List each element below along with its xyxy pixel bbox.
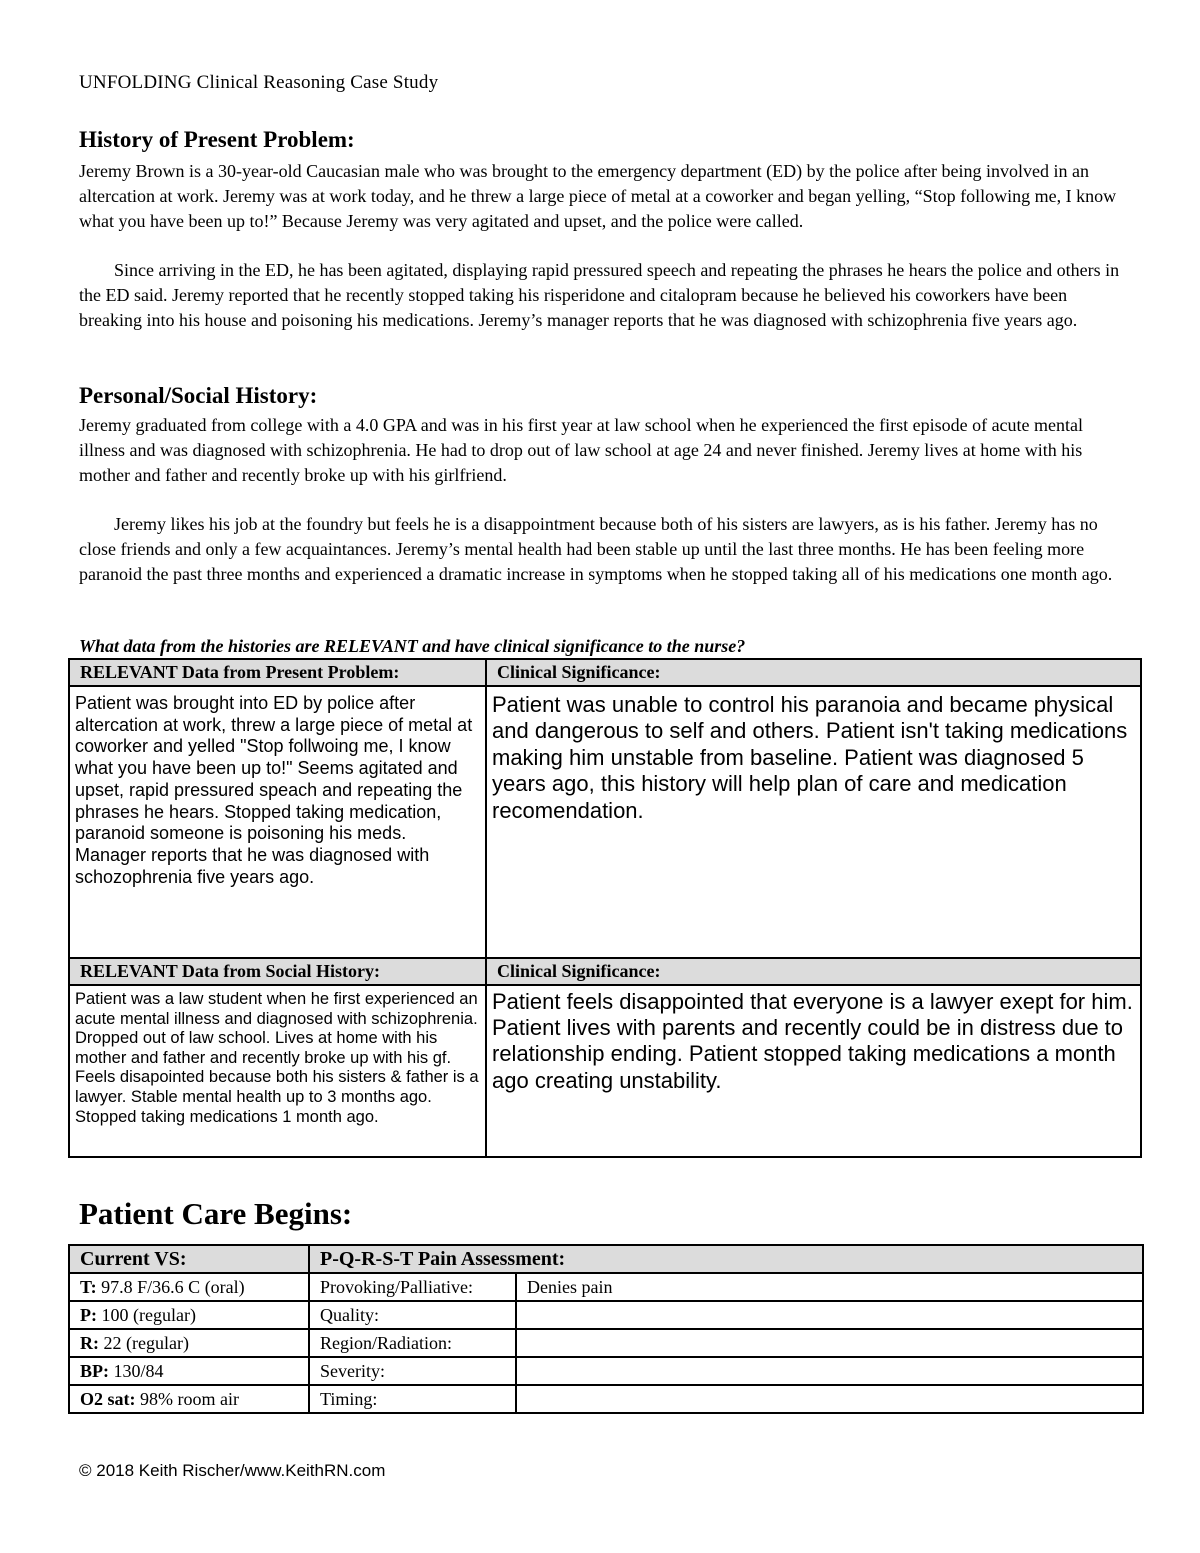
clinical-significance-column-header: Clinical Significance:	[486, 958, 1141, 985]
history-present-problem-heading: History of Present Problem:	[79, 127, 355, 152]
vs-label: BP:	[80, 1360, 109, 1381]
pain-label: Region/Radiation:	[309, 1329, 516, 1357]
vs-cell-respirations[interactable]	[69, 1329, 309, 1357]
present-problem-column-header: RELEVANT Data from Present Problem:	[69, 659, 486, 686]
vs-value: 100 (regular)	[97, 1304, 196, 1325]
pain-value-field[interactable]	[516, 1357, 1143, 1385]
vs-value: 98% room air	[135, 1388, 239, 1409]
vs-cell-pulse[interactable]	[69, 1301, 309, 1329]
pain-value-field[interactable]	[516, 1301, 1143, 1329]
vs-value: 130/84	[109, 1360, 164, 1381]
present-problem-answer-field[interactable]: Patient was brought into ED by police after altercation at work, threw a large piece of metal at coworker and yelled "Stop follwoing me, I know what you have been up to!" Seems agitated and upset, rapid pressured speach and repeating the phrases he hears. Stopped taking medication, paranoid someone is poisoning his meds. Manager reports that he was diagnosed with schozophrenia five years ago.	[69, 686, 486, 958]
vs-label: T:	[80, 1276, 97, 1297]
present-problem-significance-field[interactable]: Patient was unable to control his paranoia and became physical and dangerous to self and others. Patient isn't taking medications making him unstable from baseline. Patient was diagnosed 5 years ago, this history will help plan of care and medication recomendation.	[486, 686, 1141, 958]
vs-row	[69, 1357, 1143, 1385]
pain-label: Severity:	[309, 1357, 516, 1385]
personal-social-history-paragraph: Jeremy graduated from college with a 4.0 GPA and was in his first year at law school when he experienced the first episode of acute mental illness and was diagnosed with schizophrenia. He had to drop out of law school at age 24 and never finished. Jeremy lives at home with his mother and father and recently broke up with his girlfriend.	[79, 415, 1084, 485]
relevant-data-table	[68, 658, 1142, 1158]
pain-label: Timing:	[309, 1385, 516, 1413]
vs-label: O2 sat:	[80, 1388, 136, 1409]
social-history-significance-field[interactable]: Patient feels disappointed that everyone is a lawyer exept for him. Patient lives with parents and recently could be in distress due to relationship ending. Patient stopped taking medications a month ago creating unstability.	[486, 985, 1141, 1157]
vital-signs-pain-table	[68, 1244, 1144, 1414]
vs-label: P:	[80, 1304, 97, 1325]
vs-cell-oxygen-saturation[interactable]	[69, 1385, 309, 1413]
pain-label: Provoking/Palliative:	[309, 1273, 516, 1301]
personal-social-history-heading: Personal/Social History:	[79, 383, 318, 408]
relevant-data-question: What data from the histories are RELEVANT and have clinical significance to the nurse?	[79, 636, 746, 656]
clinical-significance-column-header: Clinical Significance:	[486, 659, 1141, 686]
copyright-footer: © 2018 Keith Rischer/www.KeithRN.com	[79, 1461, 386, 1480]
vs-value: 97.8 F/36.6 C (oral)	[96, 1276, 245, 1297]
vs-row	[69, 1329, 1143, 1357]
vs-cell-blood-pressure[interactable]	[69, 1357, 309, 1385]
vs-value: 22 (regular)	[99, 1332, 189, 1353]
history-present-problem-paragraph: Since arriving in the ED, he has been agitated, displaying rapid pressured speech and repeating the phrases he hears the police and others in the ED said. Jeremy reported that he recently stopped taking his risperidone and citalopram because he believed his coworkers have been breaking into his house and poisoning his medications. Jeremy’s manager reports that he was diagnosed with schizophrenia five years ago.	[79, 260, 1120, 330]
social-history-column-header: RELEVANT Data from Social History:	[69, 958, 486, 985]
vs-cell-temperature[interactable]	[69, 1273, 309, 1301]
personal-social-history-paragraph: Jeremy likes his job at the foundry but feels he is a disappointment because both of his sisters are lawyers, as is his father. Jeremy has no close friends and only a few acquaintances. Jeremy’s mental health had been stable up until the last three months. He has been feeling more paranoid the past three months and experienced a dramatic increase in symptoms when he stopped taking all of his medications one month ago.	[79, 514, 1113, 584]
pain-assessment-header: P-Q-R-S-T Pain Assessment:	[309, 1245, 1143, 1273]
patient-care-heading: Patient Care Begins:	[79, 1196, 353, 1231]
pain-label: Quality:	[309, 1301, 516, 1329]
pain-value-field[interactable]	[516, 1329, 1143, 1357]
vs-row	[69, 1273, 1143, 1301]
current-vs-header: Current VS:	[69, 1245, 309, 1273]
vs-row	[69, 1301, 1143, 1329]
pain-value-field[interactable]: Denies pain	[516, 1273, 1143, 1301]
social-history-answer-field[interactable]: Patient was a law student when he first experienced an acute mental illness and diagnosed with schizophrenia. Dropped out of law school. Lives at home with his mother and father and recently broke up with his gf. Feels disapointed because both his sisters & father is a lawyer. Stable mental health up to 3 months ago. Stopped taking medications 1 month ago.	[69, 985, 486, 1157]
vs-label: R:	[80, 1332, 99, 1353]
pain-value-field[interactable]	[516, 1385, 1143, 1413]
vs-row	[69, 1385, 1143, 1413]
history-present-problem-paragraph: Jeremy Brown is a 30-year-old Caucasian male who was brought to the emergency department (ED) by the police after being involved in an altercation at work. Jeremy was at work today, and he threw a large piece of metal at a coworker and began yelling, “Stop following me, I know what you have been up to!” Because Jeremy was very agitated and upset, and the police were called.	[79, 161, 1117, 231]
document-title: UNFOLDING Clinical Reasoning Case Study	[79, 72, 439, 93]
